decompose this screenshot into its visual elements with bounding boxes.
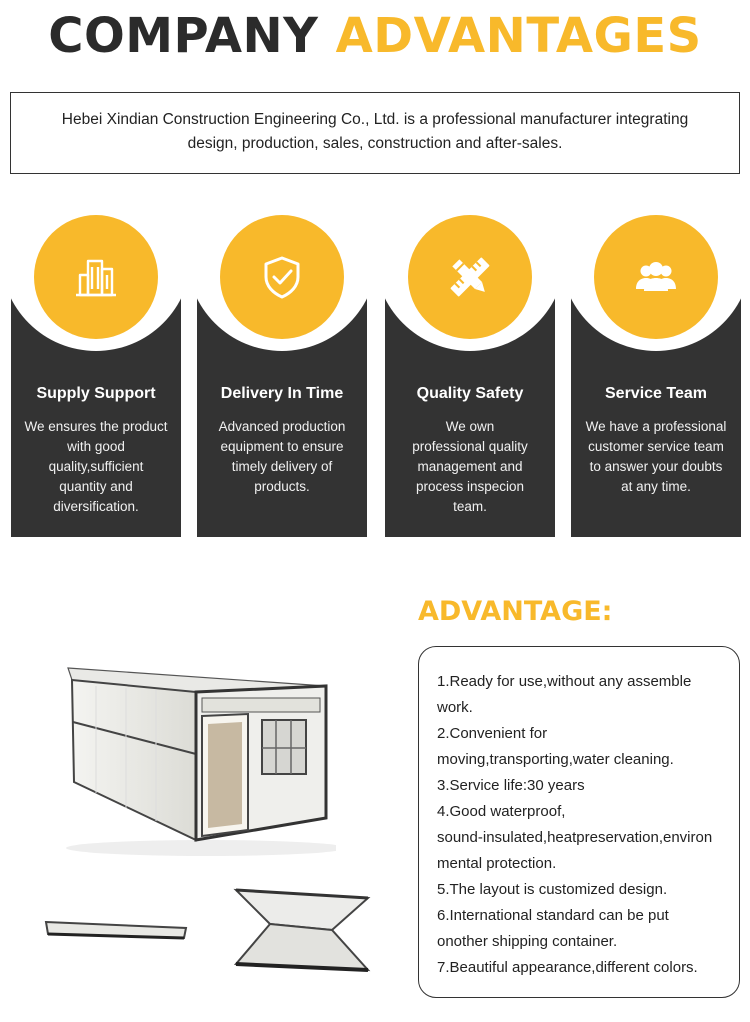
feature-card-delivery-in-time [197,255,367,537]
feature-card-service-team [571,255,741,537]
feature-description: We own professional quality management and process inspecion team. [412,419,528,514]
list-item: onother shipping container. [437,933,618,950]
feature-icon-circle [594,215,718,339]
intro-line-1: Hebei Xindian Construction Engineering Co., Ltd. is a professional manufacturer integrating [61,111,689,128]
title-advantages: ADVANTAGES [335,8,702,64]
building-icon [72,253,120,301]
list-item: 5.The layout is customized design. [437,881,668,898]
feature-description: We have a professional customer service team to answer your doubts at any time. [585,419,727,494]
list-item: mental protection. [437,855,557,872]
list-item: 6.International standard can be put [437,907,669,924]
list-item: work. [437,699,473,716]
feature-title: Delivery In Time [220,385,344,402]
feature-icon-circle [34,215,158,339]
feature-icon-circle [408,215,532,339]
feature-icon-circle [220,215,344,339]
list-item: moving,transporting,water cleaning. [437,751,674,768]
intro-line-2: design, production, sales, construction and after-sales. [187,135,563,152]
company-intro-box [10,92,740,174]
team-icon [632,253,680,301]
feature-title: Service Team [605,385,707,402]
list-item: 4.Good waterproof, [437,803,566,820]
flat-pack-panel-illustration [40,908,192,948]
advantage-heading: ADVANTAGE: [418,596,613,627]
feature-card-supply-support [11,255,181,537]
list-item: 1.Ready for use,without any assemble [437,673,692,690]
folding-container-illustration [36,658,336,858]
list-item: 7.Beautiful appearance,different colors. [437,959,698,976]
title-company: COMPANY [48,8,319,64]
folding-unit-illustration [228,878,374,982]
feature-description: We ensures the product with good quality,sufficient quantity and diversification. [24,419,168,514]
list-item: 3.Service life:30 years [437,777,585,794]
list-item: 2.Convenient for [437,725,548,742]
page-title [0,8,750,64]
shield-check-icon [258,253,306,301]
feature-title: Quality Safety [416,385,524,402]
list-item: sound-insulated,heatpreservation,environ [437,829,713,846]
feature-title: Supply Support [36,385,156,402]
advantage-list-box [418,646,740,998]
feature-description: Advanced production equipment to ensure timely delivery of products. [218,419,346,494]
ruler-pencil-icon [446,253,494,301]
feature-card-quality-safety [385,255,555,537]
